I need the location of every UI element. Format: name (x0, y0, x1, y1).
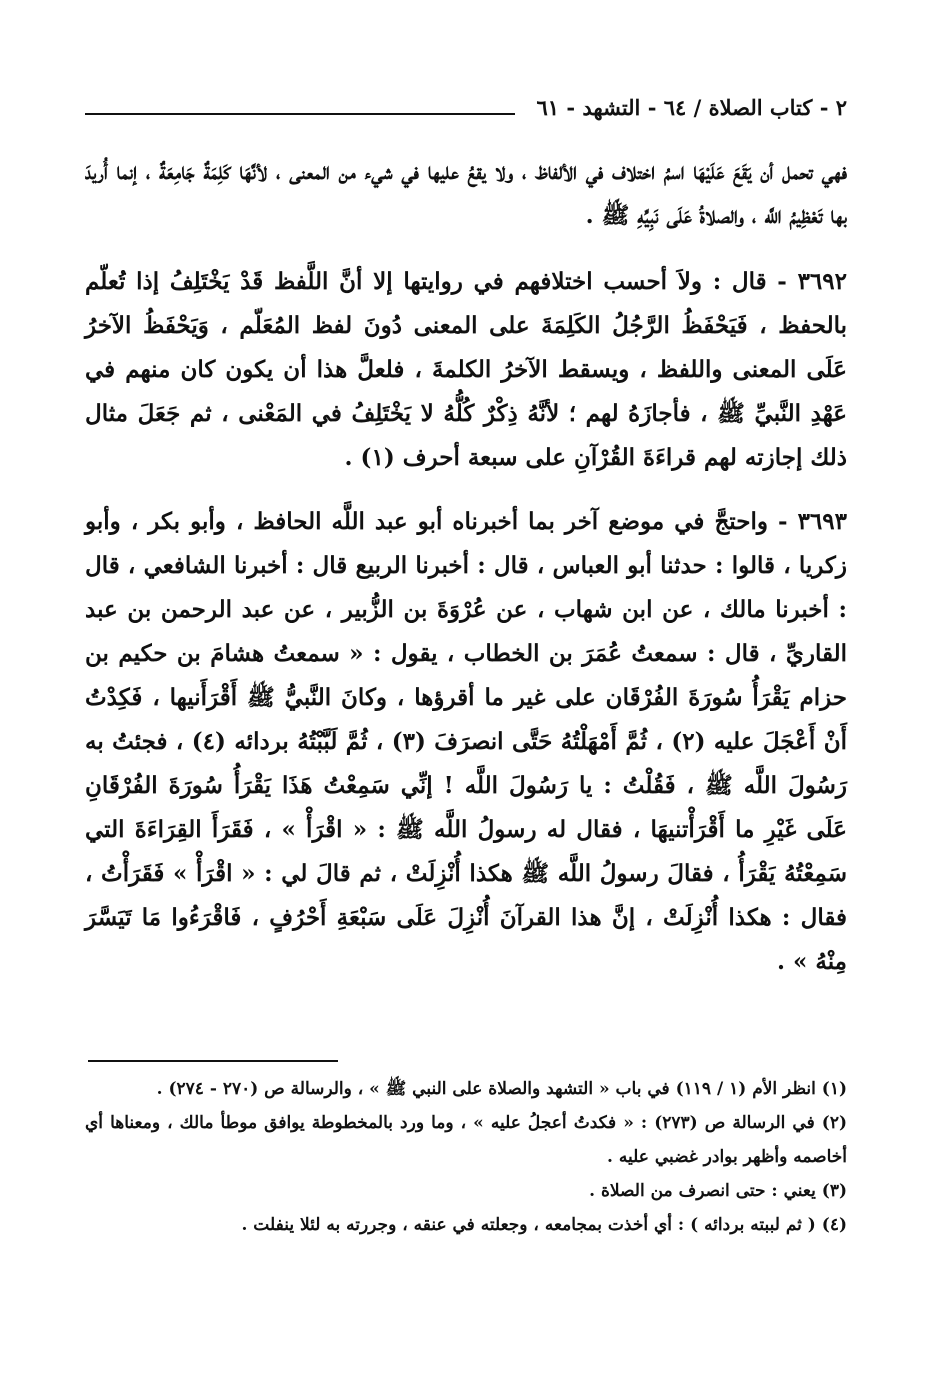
footnote-rule (88, 1060, 338, 1062)
hadith-number: ٣٦٩٣ (797, 508, 847, 535)
paragraph (85, 500, 847, 984)
footnote: (٣) يعني : حتى انصرف من الصلاة . (589, 1181, 847, 1201)
hadith-number: ٣٦٩٢ (797, 268, 847, 295)
paragraph (85, 150, 847, 238)
paragraph (85, 260, 847, 480)
running-head: ٢ - كتاب الصلاة / ٦٤ - التشهد - ٦١ (536, 95, 847, 120)
paragraph-text: - قال : ولاَ أحسب اختلافهم في روايتها إلا أنَّ اللَّفظ قَدْ يَخْتَلِفُ إذا تُعلّم بالحفظ ، فَيَحْفَظُ الرَّجُلُ الكَلِمَةَ على المعنى دُونَ لفظ المُعَلّم ، وَيَحْفَظُ الآخرُ عَلَى المعنى واللفظ ، ويسقط الآخرُ الكلمةَ ، فلعلَّ هذا أن يكون كان منهم في عَهْدِ النَّبيِّ ﷺ ، فأجازَهُ لهم ؛ لأنَّهُ ذِكْرٌ كُلُّهُ لا يَخْتَلِفُ في المَعْنى ، ثم جَعَلَ مثال ذلك إجازته لهم قراءَةَ القُرْآنِ على سبعة أحرف (١) . (85, 268, 847, 471)
header-rule (85, 113, 515, 115)
footnote: (٤) ( ثم لببته بردائه ) : أي أخذت بمجامعه ، وجعلته في عنقه ، وجررته به لئلا ينفلت . (241, 1215, 847, 1235)
main-text (85, 150, 847, 1004)
paragraph-text: - واحتجَّ في موضع آخر بما أخبرناه أبو عبد اللَّه الحافظ ، وأبو بكر ، وأبو زكريا ، قالوا : حدثنا أبو العباس ، قال : أخبرنا الربيع قال : أخبرنا الشافعي ، قال : أخبرنا مالك ، عن ابن شهاب ، عن عُرْوَةَ بن الزُّبير ، عن عبد الرحمن بن عبد القاريِّ ، قال : سمعتُ عُمَرَ بن الخطاب ، يقول : « سمعتُ هشامَ بن حكيم بن حزام يَقْرَأُ سُورَةَ الفُرْقَان على غير ما أقرؤها ، وكانَ النَّبيُّ ﷺ أَقْرَأَنيها ، فَكِدْتُ أَنْ أَعْجَلَ عليه (٢) ، ثُمَّ أَمْهَلْتُهُ حَتَّى انصرَفَ (٣) ، ثُمَّ لَبَّبْتُهُ بردائه (٤) ، فجئتُ به رَسُولَ اللَّه ﷺ ، فَقُلْتُ : يا رَسُولَ اللَّه ! إنِّي سَمِعْتُ هَذَا يَقْرَأُ سُورَةَ الفُرْقَانِ عَلَى غَيْرِ ما أَقْرَأْتنيهَا ، فقال له رسولُ اللَّه ﷺ : « اقْرَأْ » ، فَقَرَأَ القِرَاءَةَ التي سَمِعْتُهُ يَقْرَأُ ، فقالَ رسولُ اللَّه ﷺ هكذا أُنْزِلَتْ ، ثم قالَ لي : « اقْرَأْ » فَقَرَأْتُ ، فقال : هكذا أُنْزِلَتْ ، إنَّ هذا القرآنَ أُنْزِلَ عَلَى سَبْعَةِ أَحْرُفٍ ، فَاقْرَءُوا مَا تَيَسَّرَ مِنْهُ » . (85, 508, 847, 975)
page-header (85, 93, 847, 127)
paragraph-text: فهي تحمل أن يَقَعَ عَلَيْهَا اسمُ اختلاف في الألفاظ ، ولا يقعُ عليها في شيء من المعنى ، لأنَّهَا كَلِمَةٌ جَامِعَةٌ ، إنما أُريدَ بها تَعْظِيمُ اللَّه ، والصلاةُ عَلَى نَبِيِّهِ ﷺ . (85, 158, 847, 229)
footnotes (85, 1072, 847, 1242)
footnote: (٢) في الرسالة ص (٢٧٣) : « فكدتُ أعجلُ عليه » ، وما ورد بالمخطوطة يوافق موطأ مالك ، ومعناها أي أخاصمه وأظهر بوادر غضبي عليه . (85, 1113, 847, 1167)
footnote: (١) انظر الأم (١ / ١١٩) في باب « التشهد والصلاة على النبي ﷺ » ، والرسالة ص (٢٧٠ - ٢٧٤) . (156, 1079, 847, 1099)
